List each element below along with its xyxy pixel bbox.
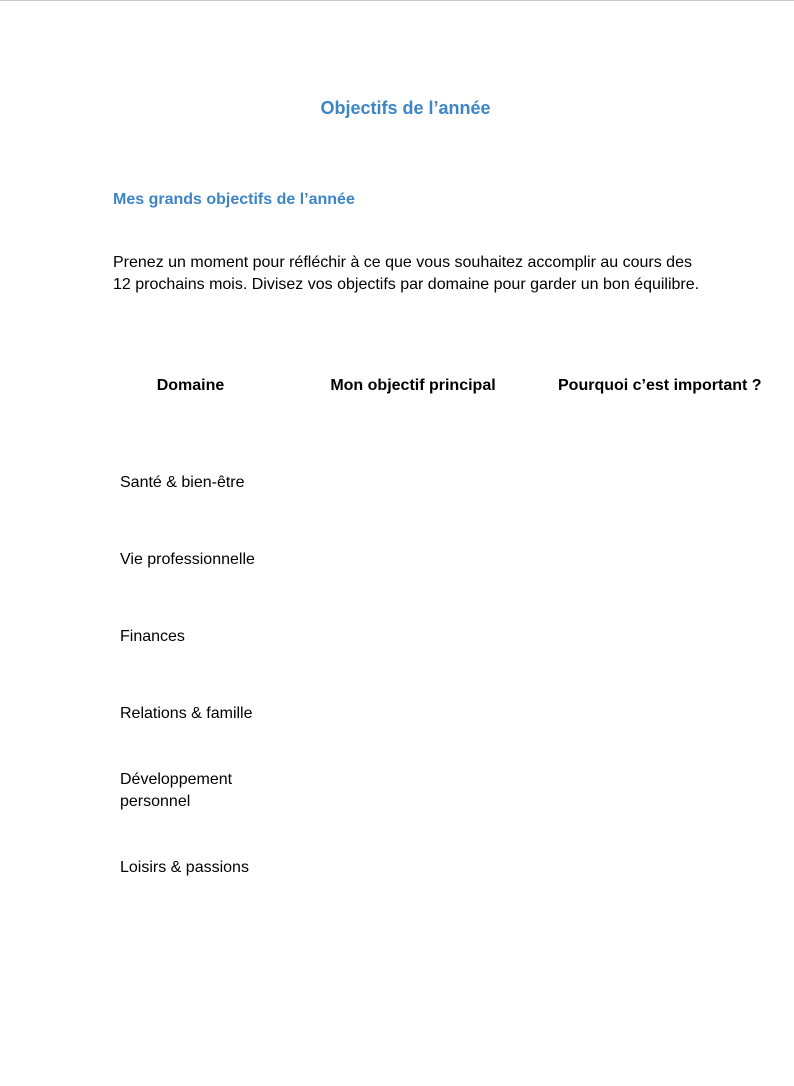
table-spacer	[113, 406, 762, 444]
cell-pourquoi[interactable]	[558, 829, 762, 906]
section-heading: Mes grands objectifs de l’année	[113, 191, 355, 208]
header-objectif: Mon objectif principal	[330, 377, 496, 394]
cell-pourquoi[interactable]	[558, 752, 762, 829]
cell-objectif[interactable]	[268, 675, 558, 752]
header-pourquoi: Pourquoi c’est important ?	[558, 377, 762, 394]
cell-objectif[interactable]	[268, 752, 558, 829]
table-row	[113, 598, 762, 675]
table-row	[113, 521, 762, 598]
table-row	[113, 752, 762, 829]
page-title: Objectifs de l’année	[320, 98, 491, 118]
cell-domaine: Santé & bien-être	[120, 473, 245, 491]
table-header-row	[113, 366, 762, 406]
cell-domaine: Finances	[120, 627, 185, 645]
cell-objectif[interactable]	[268, 444, 558, 521]
cell-pourquoi[interactable]	[558, 675, 762, 752]
table-row	[113, 444, 762, 521]
cell-objectif[interactable]	[268, 829, 558, 906]
cell-pourquoi[interactable]	[558, 598, 762, 675]
cell-pourquoi[interactable]	[558, 444, 762, 521]
page-top-border	[0, 0, 794, 1]
cell-objectif[interactable]	[268, 598, 558, 675]
goals-table	[113, 366, 762, 906]
cell-pourquoi[interactable]	[558, 521, 762, 598]
cell-domaine: Loisirs & passions	[120, 858, 249, 876]
cell-domaine: Développement personnel	[120, 770, 233, 810]
table-row	[113, 829, 762, 906]
cell-objectif[interactable]	[268, 521, 558, 598]
table-row	[113, 675, 762, 752]
cell-domaine: Relations & famille	[120, 704, 253, 722]
header-domaine: Domaine	[156, 377, 225, 394]
cell-domaine: Vie professionnelle	[120, 550, 255, 568]
intro-paragraph: Prenez un moment pour réfléchir à ce que vous souhaitez accomplir au cours des 12 prochains mois. Divisez vos objectifs par domaine pour garder un bon équilibre.	[113, 254, 700, 293]
